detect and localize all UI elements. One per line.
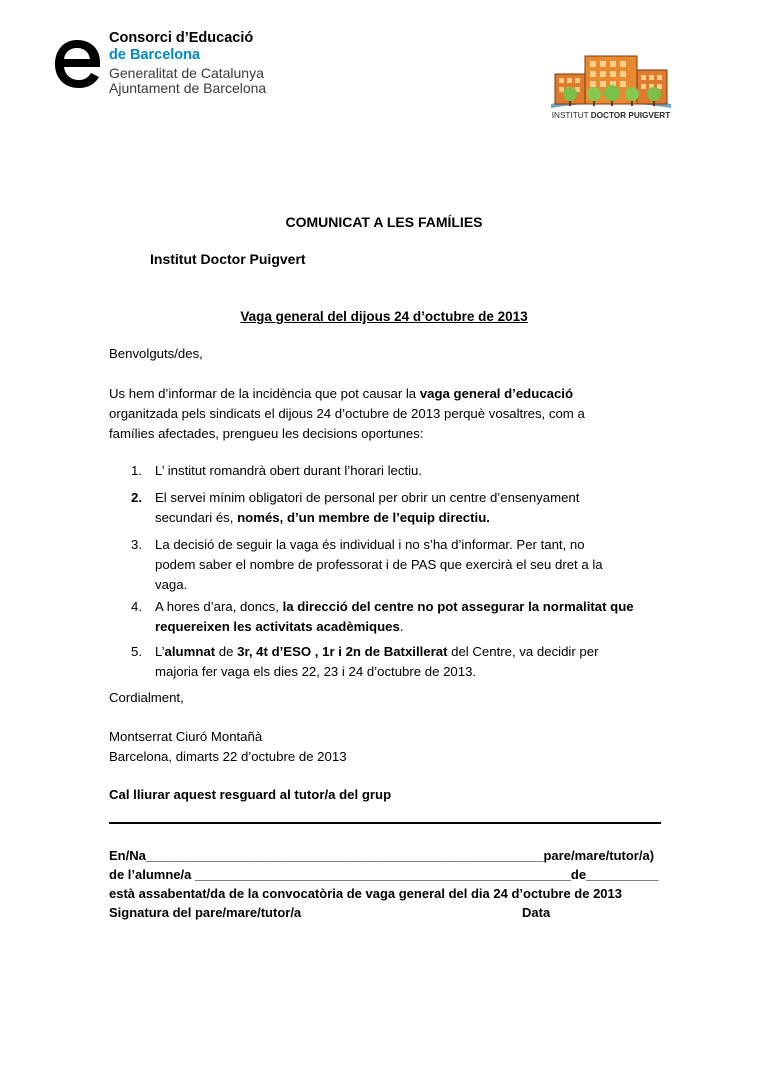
org-name-line3: Generalitat de Catalunya	[109, 65, 264, 81]
form-line-student-name: de l’alumne/a ____________________________________________________de__________	[109, 867, 659, 882]
closing: Cordialment,	[109, 690, 184, 705]
list-number-2: 2.	[131, 490, 142, 505]
list-item-2-line-1: El servei mínim obligatori de personal per obrir un centre d’ensenyament	[155, 490, 580, 505]
intro-line-3: famílies afectades, prengueu les decisions oportunes:	[109, 426, 424, 441]
org-name-line1: Consorci d’Educació	[109, 30, 254, 46]
consorci-e-logo-icon	[52, 34, 102, 92]
list-item-5-line-2: majoria fer vaga els dies 22, 23 i 24 d’octubre de 2013.	[155, 664, 477, 679]
list-item-4-line-1: A hores d’ara, doncs, la direcció del centre no pot assegurar la normalitat que	[155, 599, 634, 614]
list-item-2-line-2: secundari és, només, d’un membre de l’equip directiu.	[155, 510, 490, 525]
document-subject: Vaga general del dijous 24 d’octubre de 2013	[240, 309, 528, 324]
form-date-label: Data	[522, 905, 551, 920]
place-date: Barcelona, dimarts 22 d’octubre de 2013	[109, 749, 347, 764]
list-number-1: 1.	[131, 463, 142, 478]
institute-name: Institut Doctor Puigvert	[150, 251, 306, 267]
form-line-parent-name: En/Na_______________________________________________________pare/mare/tutor/a)	[109, 848, 655, 863]
greeting: Benvolguts/des,	[109, 346, 203, 361]
document-title: COMUNICAT A LES FAMÍLIES	[285, 214, 483, 230]
list-number-4: 4.	[131, 599, 142, 614]
list-item-4-line-2: requereixen les activitats acadèmiques.	[155, 619, 404, 634]
list-item-5-line-1: L’alumnat de 3r, 4t d’ESO , 1r i 2n de Batxillerat del Centre, va decidir per	[155, 644, 599, 659]
signer-name: Montserrat Ciuró Montañà	[109, 729, 263, 744]
org-name-line2: de Barcelona	[109, 47, 201, 63]
list-item-3-line-2: podem saber el nombre de professorat i de PAS que exercirà el seu dret a la	[155, 557, 603, 572]
form-signature-label: Signatura del pare/mare/tutor/a	[109, 905, 302, 920]
school-logo-caption: INSTITUT DOCTOR PUIGVERT	[551, 111, 671, 120]
cut-line-divider	[109, 822, 661, 824]
org-name-line4: Ajuntament de Barcelona	[109, 80, 267, 96]
return-instruction: Cal lliurar aquest resguard al tutor/a del grup	[109, 787, 392, 802]
list-number-5: 5.	[131, 644, 142, 659]
list-number-3: 3.	[131, 537, 142, 552]
list-item-3-line-1: La decisió de seguir la vaga és individual i no s’ha d’informar. Per tant, no	[155, 537, 585, 552]
intro-line-2: organitzada pels sindicats el dijous 24 d’octubre de 2013 perquè vosaltres, com a	[109, 406, 585, 421]
list-item-1: L’ institut romandrà obert durant l’horari lectiu.	[155, 463, 423, 478]
form-line-acknowledgement: està assabentat/da de la convocatòria de vaga general del dia 24 d’octubre de 2013	[109, 886, 622, 901]
list-item-3-line-3: vaga.	[155, 577, 188, 592]
intro-line-1: Us hem d’informar de la incidència que pot causar la vaga general d’educació	[109, 386, 573, 401]
